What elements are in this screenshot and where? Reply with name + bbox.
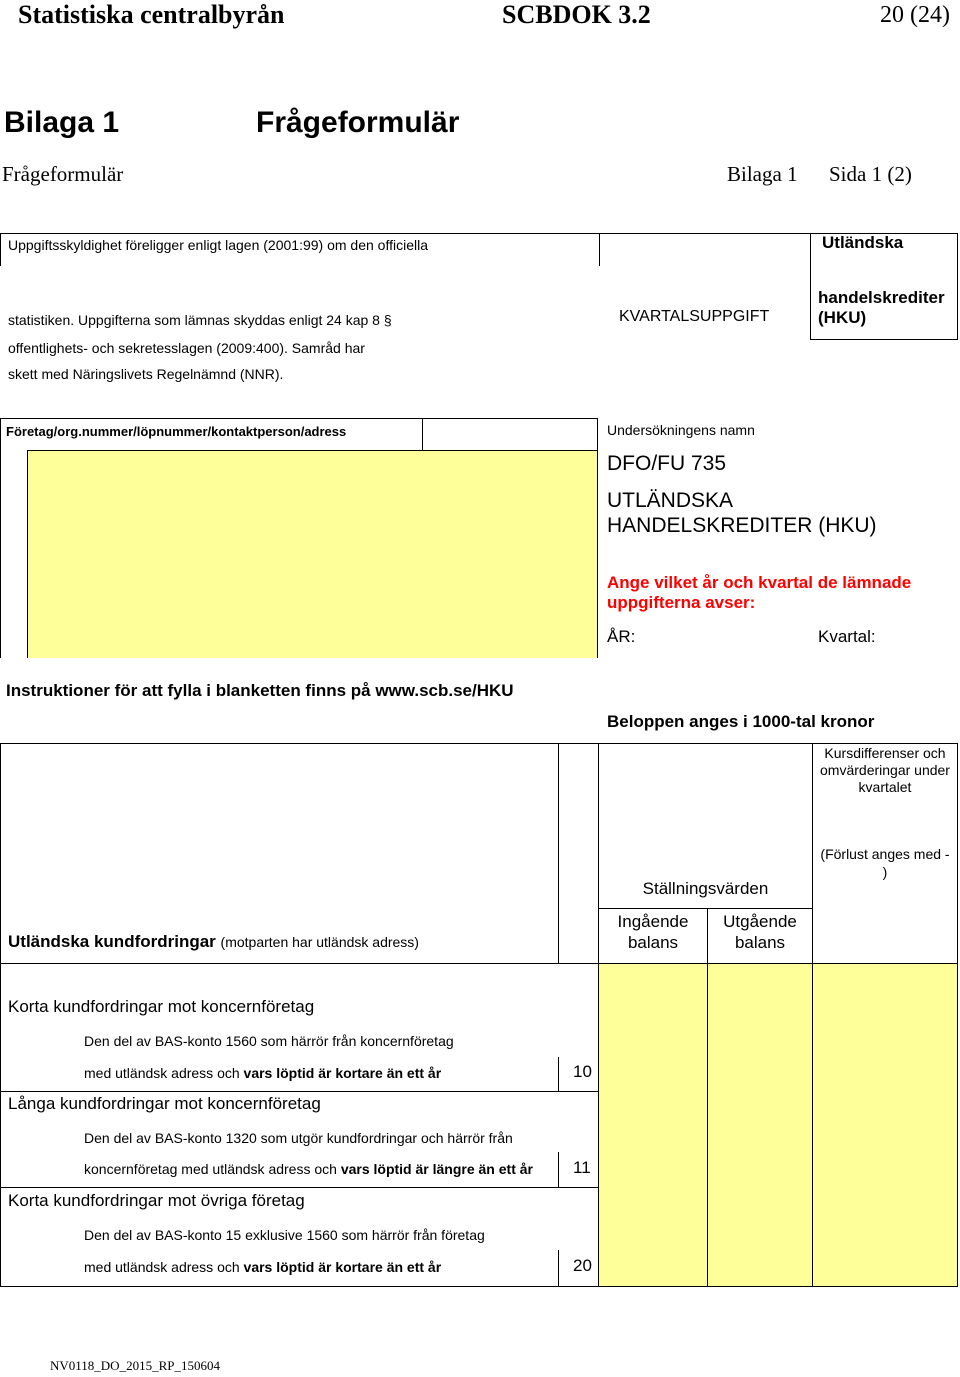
- survey-short-title-3: (HKU): [818, 308, 867, 327]
- footer-code: NV0118_DO_2015_RP_150604: [50, 1358, 220, 1373]
- row-20-ing-input[interactable]: [599, 1188, 707, 1286]
- ing-header: [599, 911, 707, 953]
- quarter-label: Kvartal:: [818, 627, 876, 646]
- subheader-page: Sida 1 (2): [829, 162, 912, 186]
- row-11-desc-2-bold: vars löptid är längre än ett år: [340, 1161, 533, 1177]
- address-field-left-rule: [27, 450, 28, 658]
- utg-header-line-2: balans: [734, 933, 786, 952]
- period-prompt-line-1: Ange vilket år och kvartal de lämnade: [607, 573, 912, 592]
- row-20-code-rule: [558, 1250, 559, 1287]
- stallning-header: Ställningsvärden: [642, 879, 769, 898]
- intro-mid-rule: [599, 233, 600, 266]
- row-11-kurs-input[interactable]: [813, 1092, 957, 1187]
- forlust-note-line-2: ): [882, 864, 888, 880]
- intro-line-2: statistiken. Uppgifterna som lämnas skyddas enligt 24 kap 8 §: [8, 312, 392, 328]
- subheader-form: Frågeformulär: [2, 162, 124, 186]
- amounts-note: Beloppen anges i 1000-tal kronor: [607, 712, 875, 731]
- company-top-rule: [0, 418, 598, 419]
- intro-right-rule: [810, 233, 811, 340]
- company-right-rule: [597, 418, 598, 658]
- year-label: ÅR:: [607, 627, 636, 646]
- intro-left-rule: [0, 233, 1, 266]
- row-20-desc-2-bold: vars löptid är kortare än ett år: [243, 1259, 442, 1275]
- intro-line-4: skett med Näringslivets Regelnämnd (NNR).: [8, 366, 284, 382]
- utg-header: [708, 911, 812, 953]
- survey-short-title-2: handelskrediter: [818, 288, 945, 307]
- row-10-ing-input[interactable]: [599, 964, 707, 1091]
- survey-box-bottom-rule: [810, 339, 958, 340]
- table-bottom-rule: [0, 1286, 958, 1287]
- kurs-header-line-2: omvärderingar under: [820, 762, 950, 778]
- table-left-rule: [0, 743, 1, 1287]
- intro-line-1: Uppgiftsskyldighet föreligger enligt lagen (2001:99) om den officiella: [8, 237, 428, 253]
- intro-line-3: offentlighets- och sekretesslagen (2009:400). Samråd har: [8, 340, 365, 356]
- row-20-utg-input[interactable]: [708, 1188, 812, 1286]
- kurs-header-line-3: kvartalet: [858, 779, 912, 795]
- row-11-desc-2-pre: koncernföretag med utländsk adress och: [84, 1161, 341, 1177]
- survey-title-line-1: UTLÄNDSKA: [607, 489, 734, 512]
- forlust-note-line-1: (Förlust anges med -: [820, 846, 950, 862]
- company-address-field[interactable]: [27, 450, 597, 658]
- survey-short-title-1: Utländska: [822, 233, 904, 252]
- row-10-desc-2-pre: med utländsk adress och: [84, 1065, 244, 1081]
- company-left-rule: [0, 418, 1, 658]
- survey-code: DFO/FU 735: [607, 452, 727, 475]
- row-11-code-rule: [558, 1152, 559, 1188]
- row-10-desc-2: [84, 1065, 441, 1081]
- row-20-desc-2: [84, 1259, 441, 1275]
- row-10-desc-1: Den del av BAS-konto 1560 som härrör från koncernföretag: [84, 1033, 454, 1049]
- row-20-desc-1: Den del av BAS-konto 15 exklusive 1560 som härrör från företag: [84, 1227, 485, 1243]
- section-title: [8, 932, 419, 952]
- survey-name-label: Undersökningens namn: [607, 422, 755, 438]
- row-10-code: 10: [573, 1062, 592, 1081]
- row-20-desc-2-pre: med utländsk adress och: [84, 1259, 244, 1275]
- kurs-header-line-1: Kursdifferenser och: [824, 745, 946, 761]
- intro-top-rule: [0, 233, 958, 234]
- row-11-title: Långa kundfordringar mot koncernföretag: [8, 1094, 321, 1113]
- instructions-text: Instruktioner för att fylla i blanketten finns på www.scb.se/HKU: [6, 681, 514, 700]
- header-org: Statistiska centralbyrån: [18, 0, 285, 29]
- company-label: Företag/org.nummer/löpnummer/kontaktperson/adress: [6, 424, 347, 439]
- ing-header-line-2: balans: [627, 933, 679, 952]
- table-code-col-rule-head: [558, 743, 559, 964]
- kurs-header: [813, 745, 957, 796]
- row-20-code: 20: [573, 1256, 592, 1275]
- section-title-note: (motparten har utländsk adress): [220, 934, 419, 950]
- row-20-kurs-input[interactable]: [813, 1188, 957, 1286]
- intro-edge-rule: [957, 233, 958, 340]
- header-doc-id: SCBDOK 3.2: [502, 0, 651, 29]
- row-11-code: 11: [573, 1158, 591, 1177]
- row-10-kurs-input[interactable]: [813, 964, 957, 1091]
- period-prompt-line-2: uppgifterna avser:: [607, 593, 756, 612]
- table-right-rule: [957, 743, 958, 1287]
- company-label-divider: [422, 418, 423, 450]
- utg-header-line-1: Utgående: [723, 912, 797, 931]
- row-11-bottom-rule: [0, 1187, 599, 1188]
- row-11-desc-1: Den del av BAS-konto 1320 som utgör kundfordringar och härrör från: [84, 1130, 513, 1146]
- title-bilaga: Bilaga 1: [4, 106, 120, 139]
- row-10-title: Korta kundfordringar mot koncernföretag: [8, 997, 315, 1016]
- title-name: Frågeformulär: [256, 106, 460, 139]
- row-11-desc-2: [84, 1161, 533, 1177]
- row-11-ing-input[interactable]: [599, 1092, 707, 1187]
- address-field-top-rule: [27, 450, 598, 451]
- forlust-note: [813, 845, 957, 881]
- row-10-utg-input[interactable]: [708, 964, 812, 1091]
- row-10-bottom-rule: [0, 1091, 599, 1092]
- ing-header-line-1: Ingående: [617, 912, 689, 931]
- section-title-bold: Utländska kundfordringar: [8, 932, 216, 951]
- subheader-bilaga: Bilaga 1: [727, 162, 798, 186]
- row-11-utg-input[interactable]: [708, 1092, 812, 1187]
- row-10-code-rule: [558, 1057, 559, 1092]
- row-20-title: Korta kundfordringar mot övriga företag: [8, 1191, 305, 1210]
- kvartal-label: KVARTALSUPPGIFT: [619, 308, 770, 325]
- table-top-rule: [0, 743, 958, 744]
- header-page-number: 20 (24): [880, 2, 950, 28]
- survey-title-line-2: HANDELSKREDITER (HKU): [607, 514, 877, 537]
- stallning-bottom-rule: [598, 908, 812, 909]
- row-10-desc-2-bold: vars löptid är kortare än ett år: [243, 1065, 442, 1081]
